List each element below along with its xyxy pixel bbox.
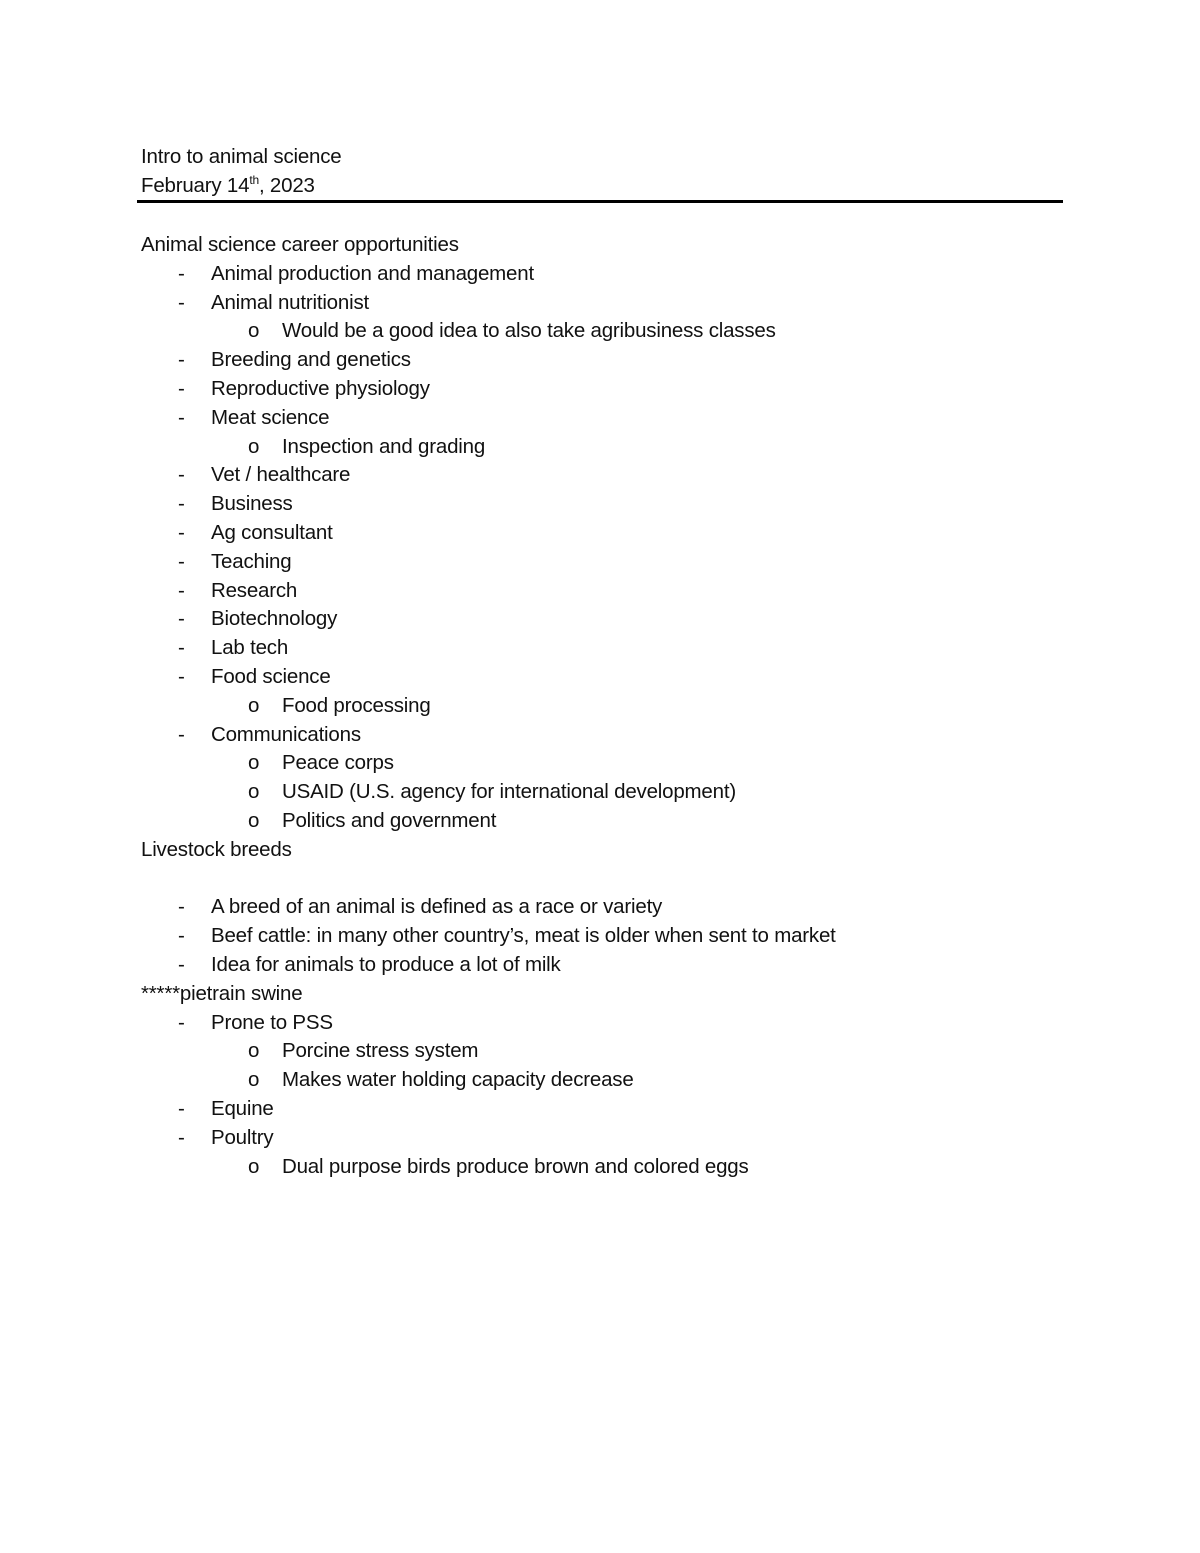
circle-bullet-icon: o: [248, 780, 260, 804]
sub-list-item-text: Makes water holding capacity decrease: [282, 1068, 634, 1092]
dash-bullet: -: [178, 520, 185, 544]
sub-list-item-text: Peace corps: [282, 751, 394, 775]
list-item: [141, 519, 1063, 548]
list-item-text: A breed of an animal is defined as a race or variety: [211, 895, 663, 919]
sub-list-item-text: Politics and government: [282, 808, 497, 832]
list-item: [141, 577, 1063, 606]
section-heading: [141, 231, 1063, 260]
list-item-text: Reproductive physiology: [211, 376, 430, 400]
dash-bullet: -: [178, 895, 185, 919]
list-item: [141, 951, 1063, 980]
list-item-text: Equine: [211, 1096, 274, 1120]
list-item-text: Animal production and management: [211, 261, 534, 285]
circle-bullet-icon: o: [248, 1154, 260, 1178]
sub-list-item: [141, 317, 1063, 346]
circle-bullet-icon: o: [248, 751, 260, 775]
list-item: [141, 1095, 1063, 1124]
circle-bullet-icon: o: [248, 1068, 260, 1092]
circle-bullet-icon: o: [248, 319, 260, 343]
sub-list-item: [141, 692, 1063, 721]
list-item-text: Teaching: [211, 549, 292, 573]
sub-list-item-text: USAID (U.S. agency for international development): [282, 780, 736, 804]
dash-bullet: -: [178, 607, 185, 631]
list-item: [141, 663, 1063, 692]
sub-list-item-text: Dual purpose birds produce brown and colored eggs: [282, 1154, 749, 1178]
list-item: [141, 893, 1063, 922]
list-item-text: Poultry: [211, 1125, 274, 1149]
list-item-text: Beef cattle: in many other country’s, meat is older when sent to market: [211, 924, 836, 948]
list-item: [141, 548, 1063, 577]
sub-list-item-text: Porcine stress system: [282, 1039, 479, 1063]
list-item-text: Biotechnology: [211, 607, 338, 631]
dash-bullet: -: [178, 261, 185, 285]
dash-bullet: -: [178, 636, 185, 660]
dash-bullet: -: [178, 348, 185, 372]
list-item-text: Vet / healthcare: [211, 463, 351, 487]
header-divider: [137, 200, 1063, 203]
sub-list-item: [141, 749, 1063, 778]
dash-bullet: -: [178, 664, 185, 688]
list-item-text: Ag consultant: [211, 520, 333, 544]
date-main: February 14: [141, 174, 250, 197]
sub-list-item: [141, 1037, 1063, 1066]
list-item: [141, 375, 1063, 404]
careers-heading: Animal science career opportunities: [141, 233, 459, 256]
section-heading: [141, 980, 1063, 1009]
sub-list-item: [141, 778, 1063, 807]
pietrain-heading: *****pietrain swine: [141, 981, 303, 1005]
document-title: Intro to animal science: [141, 145, 342, 168]
section-heading: [141, 836, 1063, 865]
dash-bullet: -: [178, 722, 185, 746]
list-item-text: Lab tech: [211, 636, 289, 660]
dash-bullet: -: [178, 405, 185, 429]
document-header: [141, 142, 1063, 200]
dash-bullet: -: [178, 492, 185, 516]
list-item-text: Meat science: [211, 405, 330, 429]
list-item: [141, 289, 1063, 318]
list-item: [141, 461, 1063, 490]
list-item: [141, 404, 1063, 433]
dash-bullet: -: [178, 376, 185, 400]
notes-body: [141, 231, 1063, 1181]
list-item: [141, 634, 1063, 663]
document-date: [141, 171, 1063, 200]
list-item-text: Breeding and genetics: [211, 348, 411, 372]
dash-bullet: -: [178, 290, 185, 314]
dash-bullet: -: [178, 1010, 185, 1034]
sub-list-item: [141, 1153, 1063, 1182]
list-item-text: Idea for animals to produce a lot of milk: [211, 952, 561, 976]
list-item-text: Animal nutritionist: [211, 290, 369, 314]
dash-bullet: -: [178, 952, 185, 976]
dash-bullet: -: [178, 1096, 185, 1120]
date-year: , 2023: [258, 174, 315, 197]
list-item: [141, 1009, 1063, 1038]
list-item: [141, 490, 1063, 519]
list-item: [141, 922, 1063, 951]
sub-list-item-text: Would be a good idea to also take agribusiness classes: [282, 319, 776, 343]
blank-line: [141, 865, 1063, 894]
circle-bullet-icon: o: [248, 434, 260, 458]
sub-list-item-text: Food processing: [282, 693, 431, 717]
sub-list-item-text: Inspection and grading: [282, 434, 486, 458]
circle-bullet-icon: o: [248, 808, 260, 832]
date-ordinal-suffix: th: [249, 173, 259, 188]
circle-bullet-icon: o: [248, 1039, 260, 1063]
dash-bullet: -: [178, 1125, 185, 1149]
sub-list-item: [141, 807, 1063, 836]
list-item-text: Communications: [211, 722, 361, 746]
list-item: [141, 721, 1063, 750]
list-item: [141, 346, 1063, 375]
circle-bullet-icon: o: [248, 693, 260, 717]
list-item-text: Prone to PSS: [211, 1010, 333, 1034]
sub-list-item: [141, 433, 1063, 462]
list-item-text: Food science: [211, 664, 331, 688]
list-item: [141, 1124, 1063, 1153]
dash-bullet: -: [178, 463, 185, 487]
list-item-text: Research: [211, 578, 298, 602]
list-item: [141, 260, 1063, 289]
list-item: [141, 605, 1063, 634]
dash-bullet: -: [178, 924, 185, 948]
dash-bullet: -: [178, 578, 185, 602]
livestock-heading: Livestock breeds: [141, 837, 292, 861]
dash-bullet: -: [178, 549, 185, 573]
sub-list-item: [141, 1066, 1063, 1095]
list-item-text: Business: [211, 492, 293, 516]
